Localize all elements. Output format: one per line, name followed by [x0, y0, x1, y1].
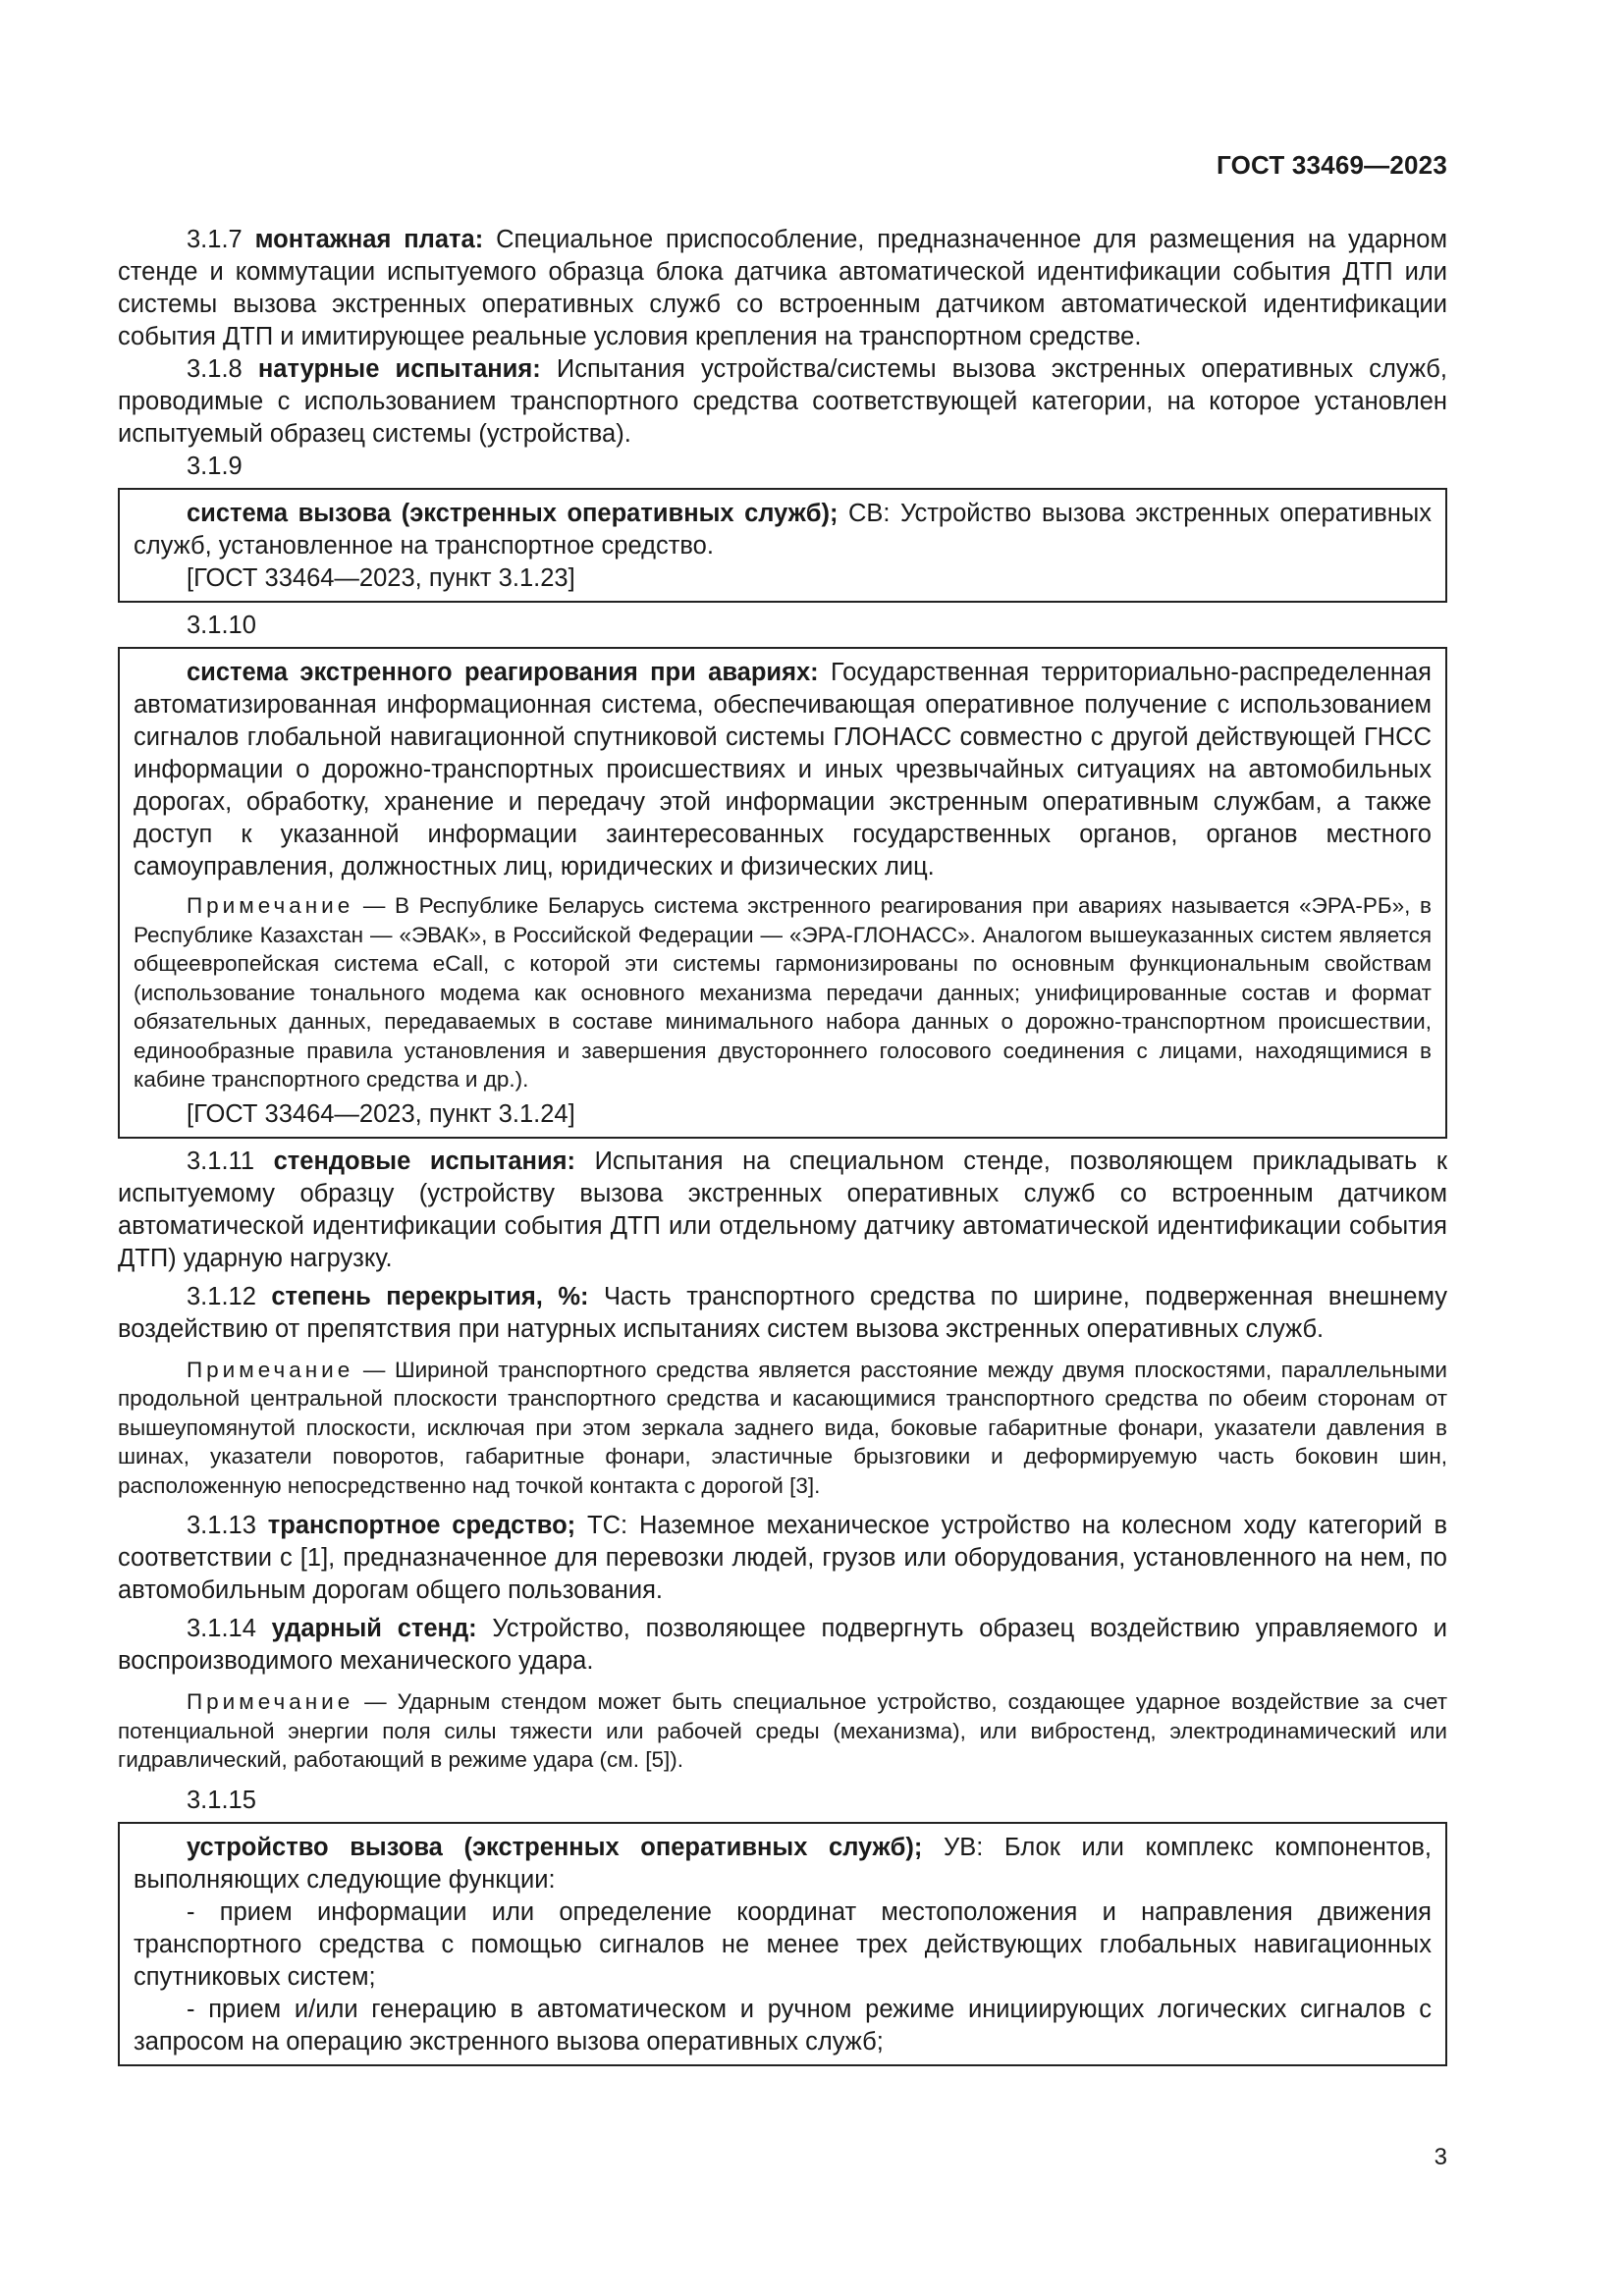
- term: система вызова (экстренных оперативных служб);: [187, 500, 839, 527]
- source-reference: [ГОСТ 33464—2023, пункт 3.1.23]: [187, 564, 575, 592]
- term: транспортное средство;: [267, 1512, 576, 1539]
- term: стендовые испытания:: [273, 1147, 575, 1175]
- term: монтажная плата:: [254, 226, 484, 253]
- term: натурные испытания:: [257, 355, 541, 383]
- definition-3-1-14: 3.1.14 ударный стенд: Устройство, позволяющее подвергнуть образец воздействию управляемого и воспроизводимого механического удара.: [118, 1615, 1447, 1675]
- definition-3-1-15: устройство вызова (экстренных оперативных служб); УВ: Блок или комплекс компонентов, выполняющих следующие функции:: [134, 1833, 1432, 1894]
- definition-box-3-1-10: [118, 647, 1447, 1139]
- page-content: [118, 224, 1447, 2073]
- clause-number-3-1-15: 3.1.15: [187, 1786, 256, 1814]
- note: Примечание — В Республике Беларусь система экстренного реагирования при авариях называется «ЭРА-РБ», в Республике Казахстан — «ЭВАК», в Российской Федерации — «ЭРА-ГЛОНАСС». Аналогом вышеуказанных систем является общеевропейская система eCall, с которой эти системы гармонизированы по основным функциональным свойствам (использование тонального модема как основного механизма передачи данных; унифицированные состав и формат обязательных данных, передаваемых в составе минимального набора данных о дорожно-транспортном происшествии, единообразные правила установления и завершения двустороннего голосового соединения с лицами, находящимися в кабине транспортного средства и др.).: [134, 893, 1432, 1092]
- definition-3-1-11: 3.1.11 стендовые испытания: Испытания на специальном стенде, позволяющем прикладывать к испытуемому образцу (устройству вызова экстренных оперативных служб со встроенным датчиком автоматической идентификации события ДТП или отдельному датчику автоматической идентификации события ДТП) ударную нагрузку.: [118, 1147, 1447, 1272]
- page-number: 3: [1434, 2144, 1447, 2170]
- note-label: Примечание: [187, 1689, 354, 1714]
- note-label: Примечание: [187, 1357, 354, 1382]
- definition-box-3-1-9: [118, 488, 1447, 603]
- clause-number-3-1-9: 3.1.9: [187, 453, 243, 480]
- clause-number-3-1-10: 3.1.10: [187, 612, 256, 639]
- definition-3-1-9: система вызова (экстренных оперативных служб); СВ: Устройство вызова экстренных оперативных служб, установленное на транспортное средство.: [134, 500, 1432, 560]
- definition-3-1-12: 3.1.12 степень перекрытия, %: Часть транспортного средства по ширине, подверженная внешнему воздействию от препятствия при натурных испытаниях систем вызова экстренных оперативных служб.: [118, 1282, 1448, 1343]
- term: ударный стенд:: [271, 1615, 477, 1642]
- definition-3-1-7: 3.1.7 монтажная плата: Специальное приспособление, предназначенное для размещения на ударном стенде и коммутации испытуемого образца блока датчика автоматической идентификации события ДТП или системы вызова экстренных оперативных служб со встроенным датчиком автоматической идентификации события ДТП и имитирующее реальные условия крепления на транспортном средстве.: [118, 226, 1447, 350]
- source-reference: [ГОСТ 33464—2023, пункт 3.1.24]: [187, 1099, 575, 1128]
- definition-box-3-1-15: [118, 1822, 1447, 2066]
- term: устройство вызова (экстренных оперативных служб);: [187, 1833, 923, 1861]
- list-item: - прием информации или определение координат местоположения и направления движения транспортного средства с помощью сигналов не менее трех действующих глобальных навигационных спутниковых систем;: [134, 1897, 1432, 1991]
- term: система экстренного реагирования при авариях:: [187, 659, 819, 686]
- definition-3-1-8: 3.1.8 натурные испытания: Испытания устройства/системы вызова экстренных оперативных служб, проводимые с использованием транспортного средства соответствующей категории, на которое установлен испытуемый образец системы (устройства).: [118, 355, 1447, 448]
- note: Примечание — Ударным стендом может быть специальное устройство, создающее ударное воздействие за счет потенциальной энергии поля силы тяжести или рабочей среды (механизма), или вибростенд, электродинамический или гидравлический, работающий в режиме удара (см. [5]).: [118, 1689, 1447, 1772]
- list-item: - прием и/или генерацию в автоматическом и ручном режиме инициирующих логических сигналов с запросом на операцию экстренного вызова оперативных служб;: [134, 1995, 1432, 2056]
- term: степень перекрытия, %:: [271, 1282, 589, 1310]
- definition-3-1-13: 3.1.13 транспортное средство; ТС: Наземное механическое устройство на колесном ходу категорий в соответствии с [1], предназначенное для перевозки людей, грузов или оборудования, установленного на нем, по автомобильным дорогам общего пользования.: [118, 1512, 1447, 1604]
- standard-header: ГОСТ 33469—2023: [1217, 150, 1447, 180]
- note: Примечание — Шириной транспортного средства является расстояние между двумя плоскостями, параллельными продольной центральной плоскости транспортного средства и касающимися транспортного средства по обеим сторонам от вышеупомянутой плоскости, исключая при этом зеркала заднего вида, боковые габаритные фонари, указатели давления в шинах, указатели поворотов, габаритные фонари, эластичные брызговики и деформируемую часть боковин шин, расположенную непосредственно над точкой контакта с дорогой [3].: [118, 1357, 1447, 1498]
- definition-3-1-10: система экстренного реагирования при авариях: Государственная территориально-распределенная автоматизированная информационная система, обеспечивающая оперативное получение с использованием сигналов глобальной навигационной спутниковой системы ГЛОНАСС совместно с другой действующей ГНСС информации о дорожно-транспортных происшествиях и иных чрезвычайных ситуациях на автомобильных дорогах, обработку, хранение и передачу этой информации экстренным оперативным службам, а также доступ к указанной информации заинтересованных государственных органов, органов местного самоуправления, должностных лиц, юридических и физических лиц.: [134, 659, 1432, 881]
- note-label: Примечание: [187, 893, 354, 918]
